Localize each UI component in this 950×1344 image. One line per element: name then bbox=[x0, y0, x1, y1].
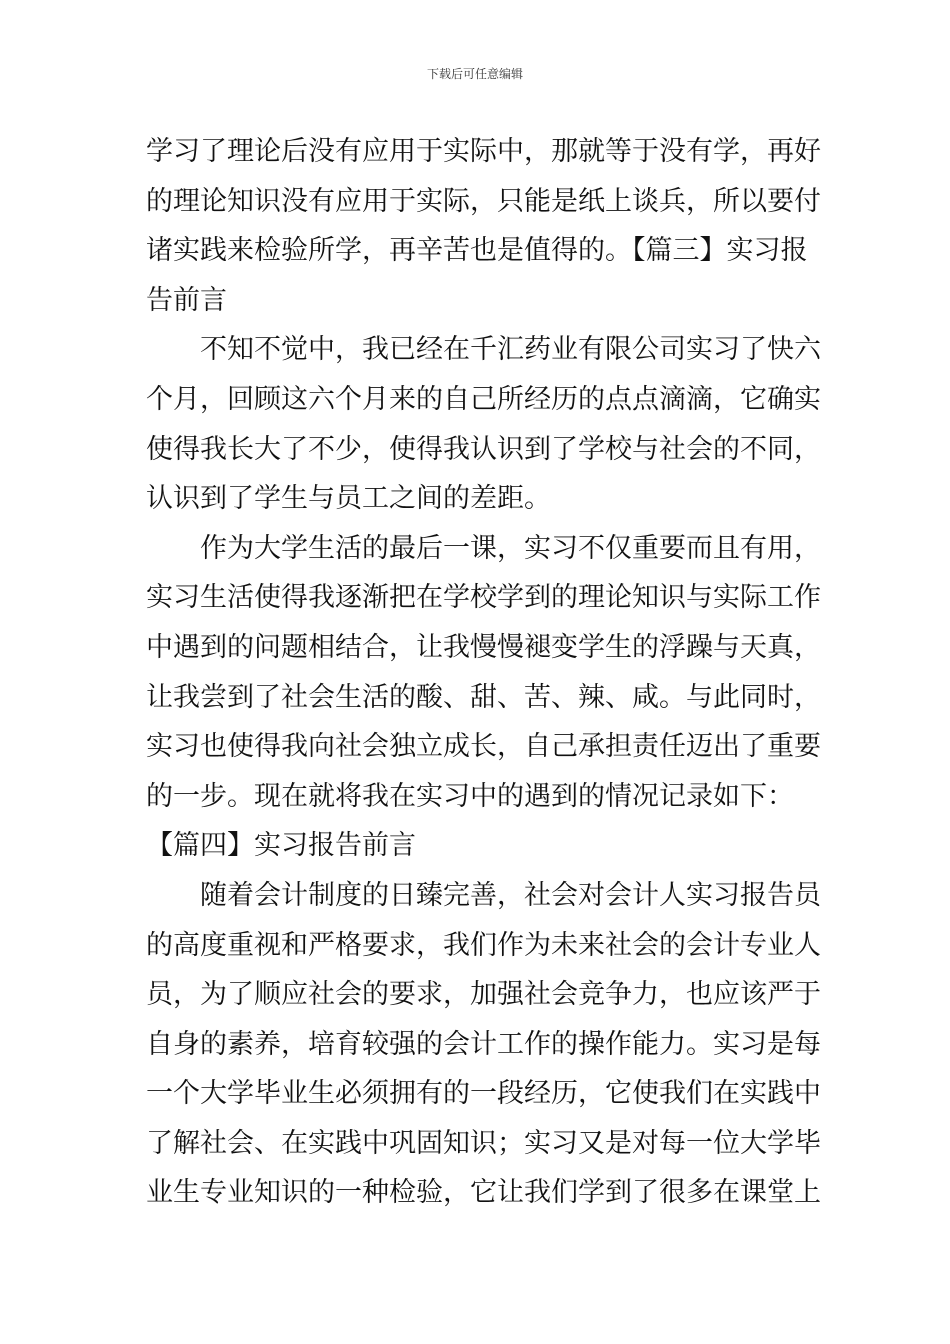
text-line: 的理论知识没有应用于实际，只能是纸上谈兵，所以要付 bbox=[146, 185, 821, 217]
text-line: 实习生活使得我逐渐把在学校学到的理论知识与实际工作 bbox=[146, 582, 821, 614]
paragraph-first-line: 不知不觉中，我已经在千汇药业有限公司实习了快六 bbox=[200, 334, 821, 366]
text-line: 自身的素养，培育较强的会计工作的操作能力。实习是每 bbox=[146, 1028, 821, 1060]
text-line: 学习了理论后没有应用于实际中，那就等于没有学，再好 bbox=[146, 136, 821, 167]
text-line: 了解社会、在实践中巩固知识；实习又是对每一位大学毕 bbox=[146, 1127, 821, 1159]
section-heading: 【篇四】实习报告前言 bbox=[146, 830, 416, 862]
text-line: 告前言 bbox=[146, 284, 227, 316]
page-header: 下载后可任意编辑 bbox=[426, 67, 523, 81]
text-line: 让我尝到了社会生活的酸、甜、苦、辣、咸。与此同时， bbox=[146, 681, 821, 713]
text-line: 使得我长大了不少，使得我认识到了学校与社会的不同， bbox=[146, 433, 821, 465]
paragraph-first-line: 作为大学生活的最后一课，实习不仅重要而且有用， bbox=[200, 532, 821, 564]
text-line: 的高度重视和严格要求，我们作为未来社会的会计专业人 bbox=[146, 929, 821, 961]
text-line: 诸实践来检验所学，再辛苦也是值得的。【篇三】实习报 bbox=[146, 235, 808, 267]
text-line: 个月，回顾这六个月来的自己所经历的点点滴滴，它确实 bbox=[146, 383, 821, 415]
text-line: 实习也使得我向社会独立成长，自己承担责任迈出了重要 bbox=[146, 731, 821, 763]
document-body bbox=[146, 127, 821, 1218]
text-line: 业生专业知识的一种检验，它让我们学到了很多在课堂上 bbox=[146, 1177, 821, 1209]
text-line: 员，为了顺应社会的要求，加强社会竞争力，也应该严于 bbox=[146, 979, 821, 1011]
text-line: 的一步。现在就将我在实习中的遇到的情况记录如下： bbox=[146, 780, 794, 812]
text-line: 一个大学毕业生必须拥有的一段经历，它使我们在实践中 bbox=[146, 1078, 821, 1110]
text-line: 中遇到的问题相结合，让我慢慢褪变学生的浮躁与天真， bbox=[146, 631, 821, 663]
text-line: 认识到了学生与员工之间的差距。 bbox=[146, 483, 551, 515]
paragraph-first-line: 随着会计制度的日臻完善，社会对会计人实习报告员 bbox=[200, 879, 821, 911]
